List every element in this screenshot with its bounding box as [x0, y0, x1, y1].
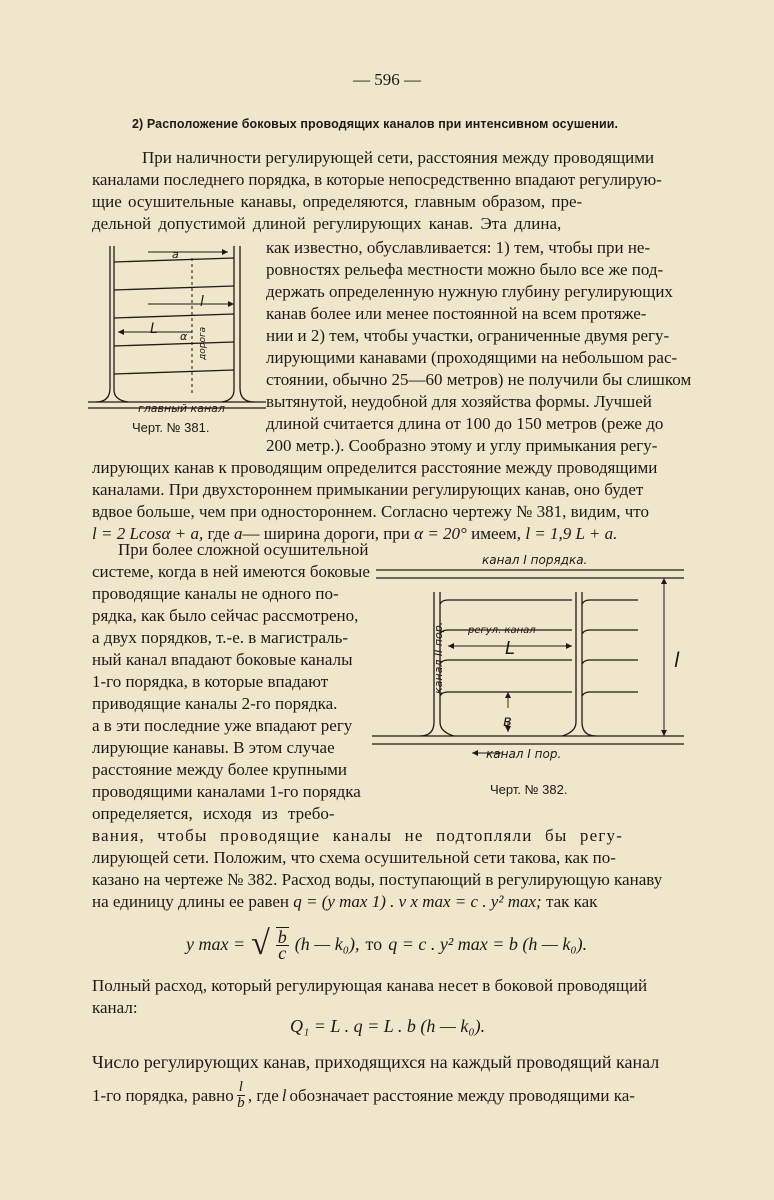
text-line: лирующими канавами (проходящими на небольшом рас- — [266, 348, 678, 367]
text-line: системе, когда в ней имеются боковые — [92, 562, 370, 581]
text-line: каналами. При двухстороннем примыкании регулирующих канав, оно будет — [92, 480, 644, 499]
fig382-label-L: L — [505, 638, 516, 659]
text-line: как известно, обуславливается: 1) тем, чтобы при не- — [266, 238, 651, 257]
fig381-label-channel: главный канал — [138, 402, 225, 415]
fig381-label-alpha: α — [180, 330, 188, 343]
text-line: вания, чтобы проводящие каналы не подтопляли бы регу- — [92, 826, 624, 845]
fig382-label-top: канал I порядка. — [482, 553, 588, 567]
text-line: лирующей сети. Положим, что схема осушительной сети такова, как по- — [92, 848, 616, 867]
text-line: расстояние между более крупными — [92, 760, 348, 779]
formula-Q1: Q₁ = L . q = L . b (h — k₀). — [290, 1016, 486, 1036]
text-line: а в эти последние уже впадают регу — [92, 716, 353, 735]
text-line: лирующие канавы. В этом случае — [92, 738, 335, 757]
formula-line: на единицу длины ее равен q = (y max 1) . v x max = c . y² max; так как — [92, 892, 598, 911]
text-line: держать определенную нужную глубину регулирующих — [266, 282, 673, 301]
text-line: Полный расход, который регулирующая канава несет в боковой проводящий — [92, 976, 648, 995]
text-line: нии и 2) тем, чтобы участки, ограниченные двумя регу- — [266, 326, 670, 345]
figure-381-drawing — [88, 238, 268, 428]
fig381-caption: Черт. № 381. — [132, 420, 210, 435]
text-line: длиной считается длина от 100 до 150 метров (реже до — [266, 414, 664, 433]
text-line: Число регулирующих канав, приходящихся на каждый проводящий канал — [92, 1052, 660, 1072]
fig382-label-b: в — [503, 712, 512, 730]
text-line: 1-го порядка, в которые впадают — [92, 672, 329, 691]
text-line: вытянутой, неудобной для хозяйства формы. Лучшей — [266, 392, 652, 411]
fig382-label-l: l — [674, 648, 680, 672]
text-line: рядка, как было сейчас рассмотрено, — [92, 606, 359, 625]
fig381-label-l: l — [200, 294, 204, 310]
text-line: определяется, исходя из требо- — [92, 804, 335, 823]
fig381-label-L: L — [150, 321, 158, 337]
text-line: 200 метр.). Сообразно этому и углу примыкания регу- — [266, 436, 658, 455]
text-line: канал: — [92, 998, 138, 1017]
text-line: ровностях рельефа местности можно было все же под- — [266, 260, 664, 279]
text-line: вдвое больше, чем при одностороннем. Согласно чертежу № 381, видим, что — [92, 502, 650, 521]
text-line-last: 1-го порядка, равно $\frac{l}{b}$ , где l обозначает расстояние между проводящими ка- — [92, 1079, 635, 1111]
text-line: приводящие каналы 2-го порядка. — [92, 694, 338, 713]
text-line: ный канал впадают боковые каналы — [92, 650, 353, 669]
text-line: При более сложной осушительной — [118, 540, 369, 559]
text-line: щие осушительные канавы, определяются, главным образом, пре- — [92, 192, 583, 211]
text-line: При наличности регулирующей сети, расстояния между проводящими — [142, 148, 655, 167]
fig381-label-road: дорога — [198, 326, 208, 360]
formula-line: l = 2 Lcosα + a, где a— ширина дороги, при α = 20° имеем, l = 1,9 L + a. — [92, 524, 618, 543]
fig382-caption: Черт. № 382. — [490, 782, 568, 797]
text-line: проводящие каналы не одного по- — [92, 584, 339, 603]
text-line: дельной допустимой длиной регулирующих канав. Эта длина, — [92, 214, 562, 233]
text-line: лирующих канав к проводящим определится расстояние между проводящими — [92, 458, 658, 477]
figure-382-drawing — [372, 556, 692, 766]
formula-ymax: y max = √ $\frac{b}{c}$ (h — k₀), то q = c . y² max = b (h — k₀). — [186, 925, 588, 963]
text-line: а двух порядков, т.-е. в магистраль- — [92, 628, 349, 647]
text-line: каналами последнего порядка, в которые непосредственно впадают регулирую- — [92, 170, 662, 189]
fig382-label-reg: регул. канал — [468, 625, 536, 636]
fig381-label-a: a — [172, 248, 179, 261]
text-line: канав более или менее постоянной на всем протяже- — [266, 304, 647, 323]
text-line: проводящими каналами 1-го порядка — [92, 782, 361, 801]
page-number: — 596 — — [353, 70, 421, 89]
fig382-label-bottom: канал I пор. — [486, 747, 562, 761]
section-heading: 2) Расположение боковых проводящих каналов при интенсивном осушении. — [132, 117, 619, 131]
fig382-label-side: канал II пор. — [432, 621, 445, 694]
text-line: стоянии, обычно 25—60 метров) не получили бы слишком — [266, 370, 692, 389]
text-line: казано на чертеже № 382. Расход воды, поступающий в регулирующую канаву — [92, 870, 663, 889]
